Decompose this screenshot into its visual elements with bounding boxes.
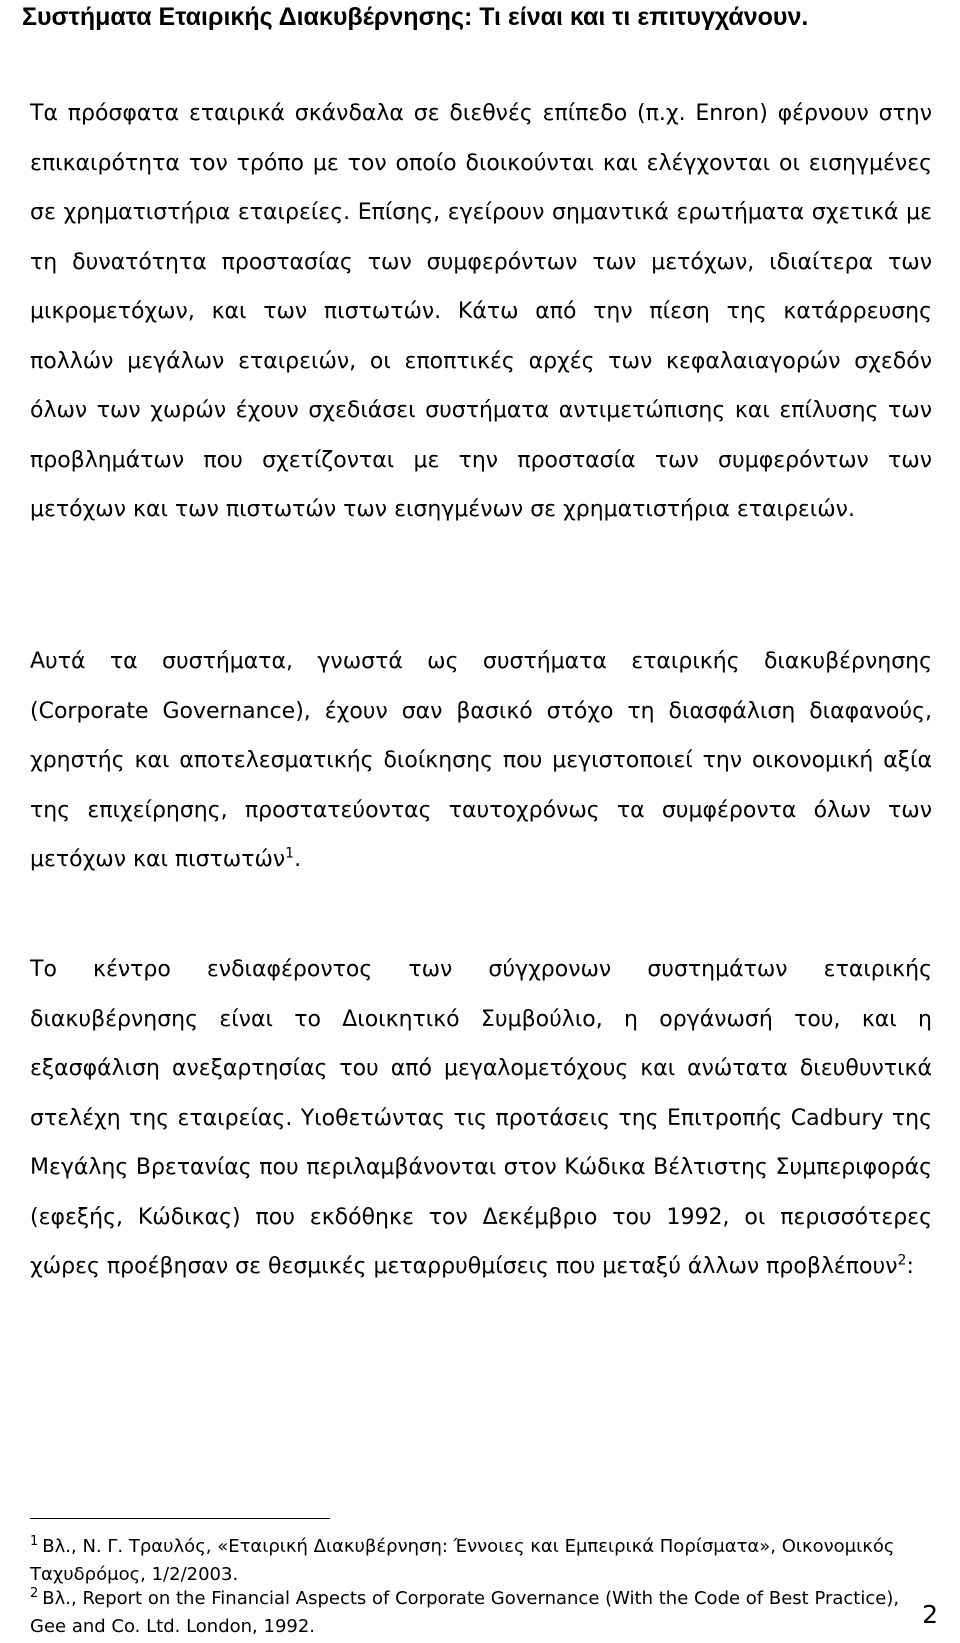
paragraph-corporate-scandals — [30, 89, 932, 535]
paragraph-text: Το κέντρο ενδιαφέροντος των σύγχρονων συστημάτων εταιρικής διακυβέρνησης είναι το Διοικητικό Συμβούλιο, η οργάνωσή του, και η εξασφάλιση ανεξαρτησίας του από μεγαλομετόχους και ανώτατα διευθυντικά στελέχη της εταιρείας. Υιοθετώντας τις προτάσεις της Επιτροπής Cadbury της Μεγάλης Βρετανίας που περιλαμβάνονται στον Κώδικα Βέλτιστης Συμπεριφοράς (εφεξής, Κώδικας) που εκδόθηκε τον Δεκέμβριο του 1992, οι περισσότερες χώρες προέβησαν σε θεσμικές μεταρρυθμίσεις που μεταξύ άλλων προβλέπουν — [30, 957, 932, 1279]
footnote-text: Βλ., Ν. Γ. Τραυλός, «Εταιρική Διακυβέρνηση: Έννοιες και Εμπειρικά Πορίσματα», Οικονομικός Ταχυδρόμος, 1/2/2003. — [30, 1536, 895, 1585]
paragraph-governance-systems — [30, 637, 932, 885]
footnote-reference-1[interactable]: 1 — [285, 845, 295, 862]
footnote-reference-2[interactable]: 2 — [897, 1252, 907, 1269]
footnote-1 — [30, 1533, 932, 1589]
document-title: Συστήματα Εταιρικής Διακυβέρνησης: Τι είναι και τι επιτυγχάνουν. — [22, 3, 809, 31]
paragraph-tail: . — [294, 847, 302, 872]
footnote-separator — [30, 1518, 330, 1519]
page-number: 2 — [922, 1600, 938, 1629]
paragraph-tail: : — [906, 1254, 914, 1279]
paragraph-board-of-directors — [30, 945, 932, 1292]
paragraph-text: Αυτά τα συστήματα, γνωστά ως συστήματα εταιρικής διακυβέρνησης (Corporate Governance), έχουν σαν βασικό στόχο τη διασφάλιση διαφανούς, χρηστής και αποτελεσματικής διοίκησης που μεγιστοποιεί την οικονομική αξία της επιχείρησης, προστατεύοντας ταυτοχρόνως τα συμφέροντα όλων των μετόχων και πιστωτών — [30, 649, 932, 872]
footnote-2 — [30, 1585, 932, 1641]
footnote-number: 1 — [30, 1534, 39, 1549]
footnote-number: 2 — [30, 1586, 39, 1601]
footnote-text: Βλ., Report on the Financial Aspects of Corporate Governance (With the Code of Best Practice), Gee and Co. Ltd. London, 1992. — [30, 1588, 900, 1637]
paragraph-text: Τα πρόσφατα εταιρικά σκάνδαλα σε διεθνές επίπεδο (π.χ. Enron) φέρνουν στην επικαιρότητα τον τρόπο με τον οποίο διοικούνται και ελέγχονται οι εισηγμένες σε χρηματιστήρια εταιρείες. Επίσης, εγείρουν σημαντικά ερωτήματα σχετικά με τη δυνατότητα προστασίας των συμφερόντων των μετόχων, ιδιαίτερα των μικρομετόχων, και των πιστωτών. Κάτω από την πίεση της κατάρρευσης πολλών μεγάλων εταιρειών, οι εποπτικές αρχές των κεφαλαιαγορών σχεδόν όλων των χωρών έχουν σχεδιάσει συστήματα αντιμετώπισης και επίλυσης των προβλημάτων που σχετίζονται με την προστασία των συμφερόντων των μετόχων και των πιστωτών των εισηγμένων σε χρηματιστήρια εταιρειών. — [30, 101, 932, 522]
